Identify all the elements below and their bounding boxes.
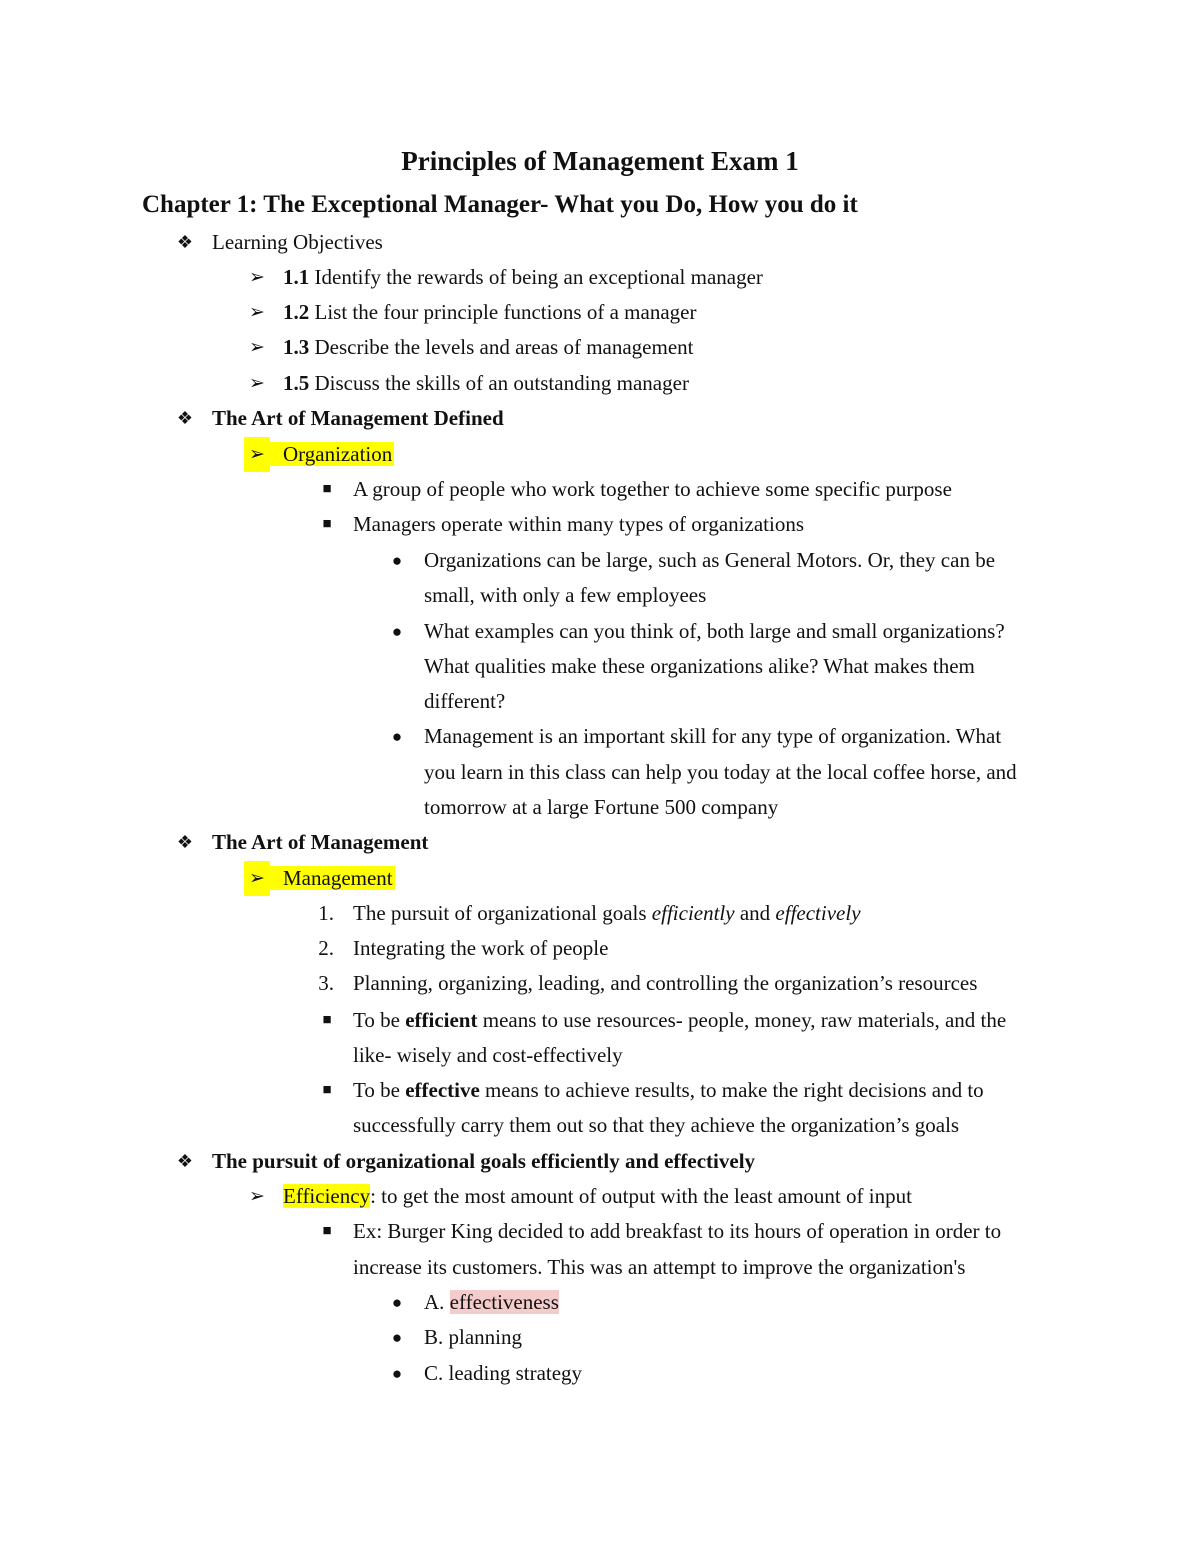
chapter-heading: Chapter 1: The Exceptional Manager- What you Do, How you do it — [142, 191, 858, 218]
list-number: 1. — [318, 901, 334, 925]
arrow-bullet-icon: ➢ — [244, 861, 270, 896]
objective-item: 1.2 List the four principle functions of a manager — [283, 300, 697, 324]
square-bullet-icon: ■ — [322, 1012, 332, 1028]
efficient-definition-line: like- wisely and cost-effectively — [353, 1043, 623, 1067]
section-heading-learning-objectives: Learning Objectives — [212, 230, 383, 254]
management-definition-item: Integrating the work of people — [353, 936, 609, 960]
example-line: increase its customers. This was an attempt to improve the organization's — [353, 1255, 966, 1279]
square-bullet-icon: ■ — [322, 481, 332, 497]
organization-point: Managers operate within many types of organizations — [353, 512, 804, 536]
term-organization: Organization — [270, 437, 394, 472]
diamond-bullet-icon: ❖ — [176, 408, 194, 428]
dot-bullet-icon: ● — [391, 551, 403, 570]
diamond-bullet-icon: ❖ — [176, 832, 194, 852]
organization-subpoint-line: tomorrow at a large Fortune 500 company — [424, 795, 779, 819]
organization-subpoint-line: What examples can you think of, both large and small organizations? — [424, 619, 1005, 643]
arrow-bullet-icon: ➢ — [249, 337, 265, 358]
management-definition-item: The pursuit of organizational goals efficiently and effectively — [353, 901, 861, 925]
arrow-bullet-icon: ➢ — [249, 267, 265, 288]
arrow-bullet-icon: ➢ — [249, 302, 265, 323]
arrow-bullet-icon: ➢ — [249, 1186, 265, 1207]
square-bullet-icon: ■ — [322, 516, 332, 532]
dot-bullet-icon: ● — [391, 1364, 403, 1383]
effective-definition-line: To be effective means to achieve results, to make the right decisions and to — [353, 1078, 984, 1102]
organization-subpoint-line: you learn in this class can help you today at the local coffee horse, and — [424, 760, 1017, 784]
arrow-bullet-icon: ➢ — [249, 373, 265, 394]
dot-bullet-icon: ● — [391, 727, 403, 746]
diamond-bullet-icon: ❖ — [176, 232, 194, 252]
organization-subpoint-line: small, with only a few employees — [424, 583, 707, 607]
answer-choice-a: A. effectiveness — [424, 1290, 559, 1314]
organization-point: A group of people who work together to achieve some specific purpose — [353, 477, 952, 501]
arrow-bullet-icon: ➢ — [244, 437, 270, 472]
term-management: Management — [270, 861, 395, 896]
answer-choice-b: B. planning — [424, 1325, 523, 1349]
organization-subpoint-line: different? — [424, 689, 506, 713]
example-line: Ex: Burger King decided to add breakfast to its hours of operation in order to — [353, 1219, 1002, 1243]
efficient-definition-line: To be efficient means to use resources- people, money, raw materials, and the — [353, 1008, 1007, 1032]
list-number: 3. — [318, 971, 334, 995]
objective-item: 1.1 Identify the rewards of being an exceptional manager — [283, 265, 763, 289]
efficiency-definition: Efficiency: to get the most amount of output with the least amount of input — [283, 1184, 912, 1208]
dot-bullet-icon: ● — [391, 1328, 403, 1347]
square-bullet-icon: ■ — [322, 1223, 332, 1239]
page-title: Principles of Management Exam 1 — [401, 146, 799, 176]
organization-subpoint-line: What qualities make these organizations alike? What makes them — [424, 654, 975, 678]
section-heading-art-of-management: The Art of Management — [212, 830, 429, 854]
section-heading-pursuit: The pursuit of organizational goals efficiently and effectively — [212, 1149, 756, 1173]
list-number: 2. — [318, 936, 334, 960]
organization-subpoint-line: Organizations can be large, such as General Motors. Or, they can be — [424, 548, 996, 572]
dot-bullet-icon: ● — [391, 622, 403, 641]
square-bullet-icon: ■ — [322, 1082, 332, 1098]
effective-definition-line: successfully carry them out so that they achieve the organization’s goals — [353, 1113, 960, 1137]
section-heading-art-defined: The Art of Management Defined — [212, 406, 504, 430]
objective-item: 1.3 Describe the levels and areas of management — [283, 335, 694, 359]
dot-bullet-icon: ● — [391, 1293, 403, 1312]
diamond-bullet-icon: ❖ — [176, 1151, 194, 1171]
answer-choice-c: C. leading strategy — [424, 1361, 583, 1385]
organization-subpoint-line: Management is an important skill for any type of organization. What — [424, 724, 1002, 748]
management-definition-item: Planning, organizing, leading, and controlling the organization’s resources — [353, 971, 978, 995]
objective-item: 1.5 Discuss the skills of an outstanding manager — [283, 371, 689, 395]
